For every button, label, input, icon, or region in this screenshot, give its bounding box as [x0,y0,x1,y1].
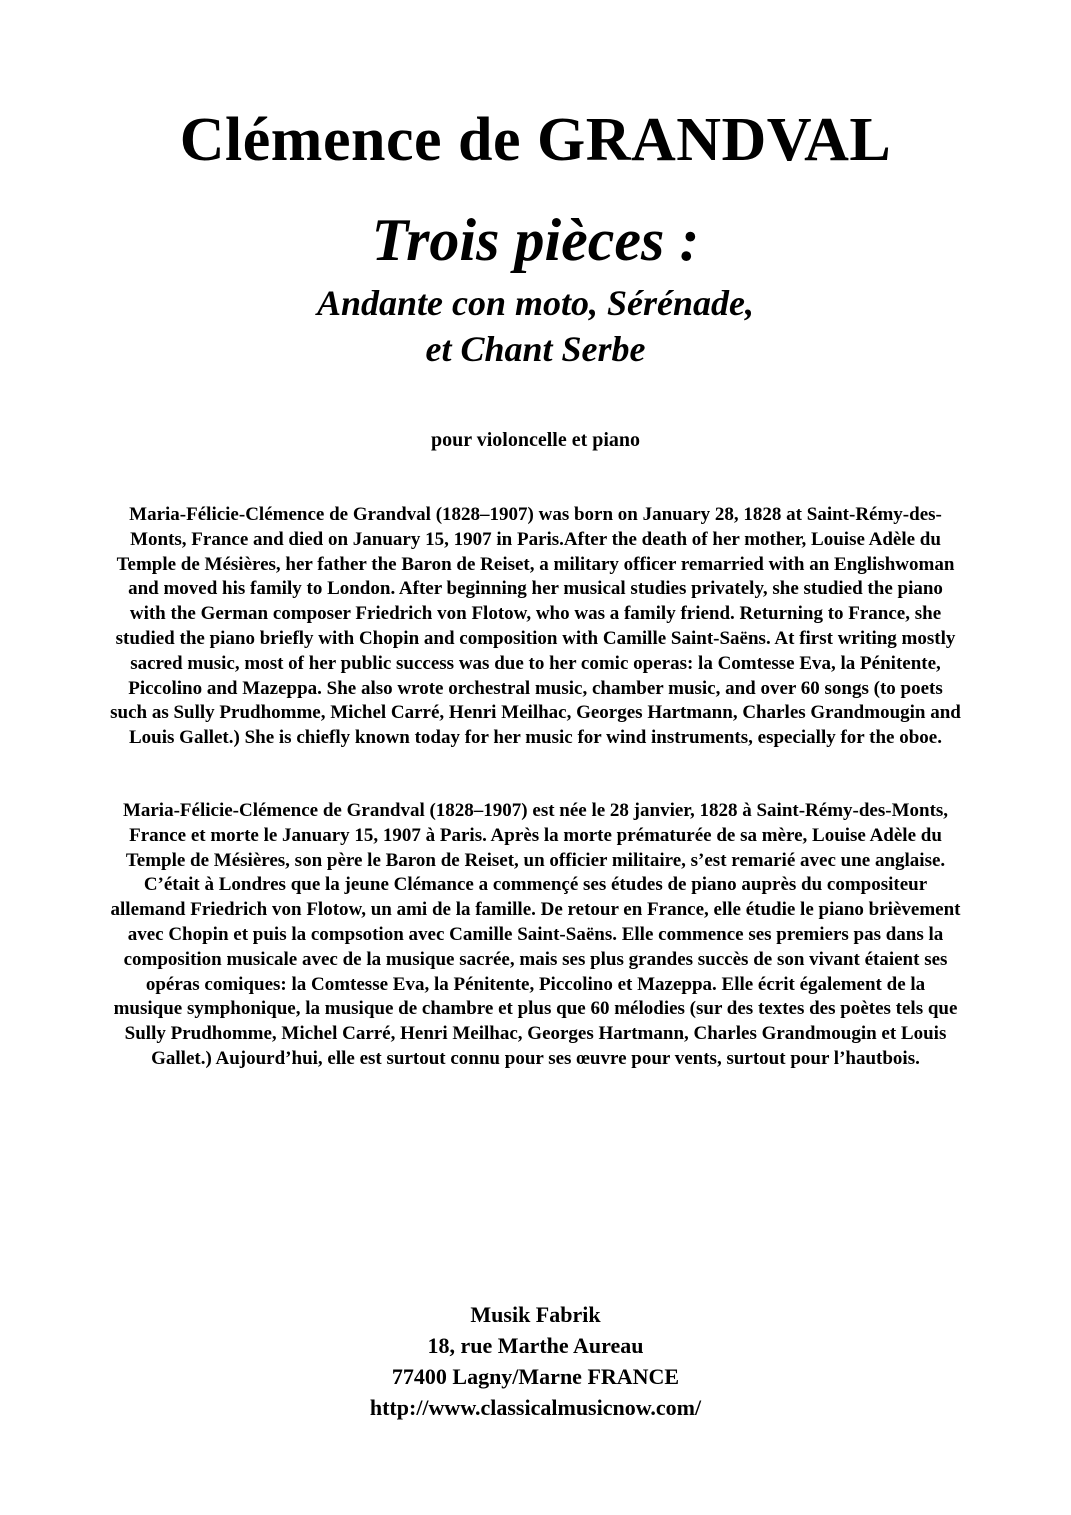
work-subtitle-line-1: Andante con moto, Sérénade, [316,283,755,323]
publisher-city: 77400 Lagny/Marne FRANCE [391,1364,680,1389]
publisher-block [0,1299,1071,1423]
publisher-url: http://www.classicalmusicnow.com/ [369,1395,702,1420]
work-subtitle [0,280,1071,372]
work-subtitle-line-2: et Chant Serbe [425,329,646,369]
publisher-street: 18, rue Marthe Aureau [427,1333,644,1358]
publisher-name: Musik Fabrik [470,1302,601,1327]
composer-name: Clémence de GRANDVAL [179,106,892,174]
biography-french: Maria-Félicie-Clémence de Grandval (1828–1907) est née le 28 janvier, 1828 à Saint-Rémy-des-Monts, France et morte le January 15, 1907 à Paris. Après la morte prématurée de sa mère, Louise Adèle du Temple de Mésières, son père le Baron de Reiset, un officier militaire, s’est remarié avec une anglaise. C’était à Londres que la jeune Clémance a commençé ses études de piano auprès du compositeur allemand Friedrich von Flotow, un ami de la famille. De retour en France, elle étudie le piano brièvement avec Chopin et puis la compsotion avec Camille Saint-Saëns. Elle commence ses premiers pas dans la composition musicale avec de la musique sacrée, mais ses plus grandes succès de son vivant étaient ses opéras comiques: la Comtesse Eva, la Pénitente, Piccolino et Mazeppa. Elle écrit également de la musique symphonique, la musique de chambre et plus que 60 mélodies (sur des textes des poètes tels que Sully Prudhomme, Michel Carré, Henri Meilhac, Georges Hartmann, Charles Grandmougin et Louis Gallet.) Aujourd’hui, elle est surtout connu pour ses œuvre pour vents, surtout pour l’hautbois. [110,800,961,1069]
biography-english: Maria-Félicie-Clémence de Grandval (1828–1907) was born on January 28, 1828 at Saint-Rémy-des-Monts, France and died on January 15, 1907 in Paris.After the death of her mother, Louise Adèle du Temple de Mésières, her father the Baron de Reiset, a military officer remarried with an Englishwoman and moved his family to London. After beginning her musical studies privately, she studied the piano with the German composer Friedrich von Flotow, who was a family friend. Returning to France, she studied the piano briefly with Chopin and composition with Camille Saint-Saëns. At first writing mostly sacred music, most of her public success was due to her comic operas: la Comtesse Eva, la Pénitente, Piccolino and Mazeppa. She also wrote orchestral music, chamber music, and over 60 songs (to poets such as Sully Prudhomme, Michel Carré, Henri Meilhac, Georges Hartmann, Charles Grandmougin and Louis Gallet.) She is chiefly known today for her music for wind instruments, especially for the oboe. [110,504,961,749]
instrumentation: pour violoncelle et piano [430,429,641,451]
work-title: Trois pièces : [371,207,700,273]
